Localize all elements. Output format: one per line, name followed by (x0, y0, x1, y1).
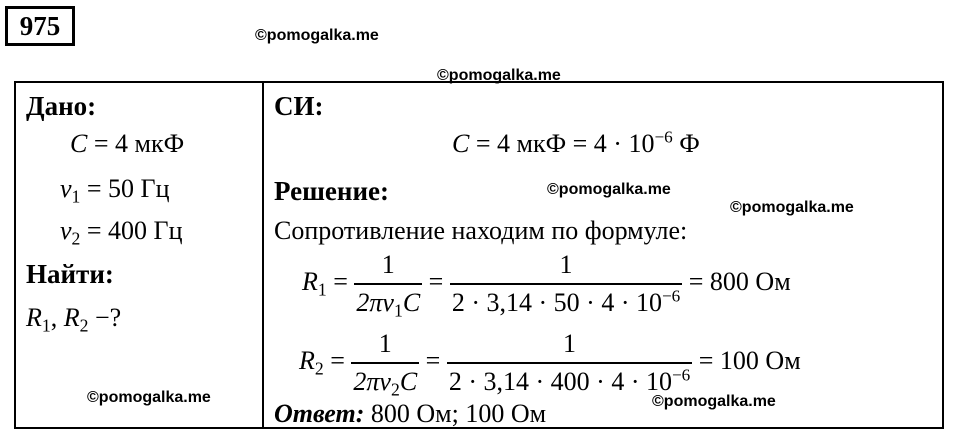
formula-r2 (299, 329, 801, 400)
si-heading: СИ: (274, 91, 324, 121)
equals: = (323, 345, 352, 375)
fraction-symbolic (351, 329, 419, 400)
exponent: −6 (654, 127, 673, 147)
numerator: 1 (381, 250, 395, 279)
value: = 400 Гц (80, 216, 183, 245)
formula-r1 (302, 250, 791, 321)
si-conversion (452, 129, 700, 159)
den-value: 2 · 3,14 · 50 · 4 · 10 (451, 288, 662, 317)
var-r: R (302, 266, 318, 296)
den-part: 2πν (353, 367, 391, 396)
subscript: 1 (317, 279, 327, 300)
given-frequency-2 (60, 216, 183, 249)
subscript: 1 (71, 186, 81, 207)
column-divider (262, 83, 264, 427)
var-c: C (70, 129, 88, 158)
si-unit: Ф (672, 129, 700, 158)
equals: = (419, 345, 447, 375)
denominator (354, 283, 422, 321)
var-r: R (63, 303, 80, 332)
denominator (450, 283, 682, 318)
watermark: ©pomogalka.me (437, 67, 561, 84)
var-nu: ν (60, 216, 72, 245)
den-part: 2πν (356, 288, 394, 317)
denominator (447, 362, 692, 397)
comma: , (50, 303, 64, 332)
subscript: 2 (79, 315, 89, 336)
find-heading: Найти: (26, 259, 114, 289)
watermark: ©pomogalka.me (730, 199, 854, 216)
den-part: C (399, 367, 418, 396)
var-nu: ν (60, 174, 72, 203)
denominator (351, 362, 419, 400)
den-part: C (402, 288, 421, 317)
den-value: 2 · 3,14 · 400 · 4 · 10 (448, 367, 672, 396)
value: = 50 Гц (80, 174, 170, 203)
result: = 100 Ом (692, 345, 801, 375)
find-unknowns (26, 303, 122, 336)
answer-text: 800 Ом; 100 Ом (364, 399, 547, 428)
answer-label: Ответ: (274, 399, 365, 428)
var-c: C (452, 129, 470, 158)
given-heading: Дано: (26, 91, 97, 121)
numerator: 1 (559, 250, 573, 279)
subscript: 2 (390, 379, 400, 400)
solution-text: Сопротивление находим по формуле: (274, 216, 688, 245)
solution-heading: Решение: (274, 176, 389, 206)
subscript: 1 (393, 300, 403, 321)
given-capacitance (70, 129, 184, 159)
value: = 4 мкФ (87, 129, 185, 158)
question: −? (88, 303, 122, 332)
result: = 800 Ом (682, 266, 791, 296)
watermark: ©pomogalka.me (87, 389, 211, 406)
fraction-symbolic (354, 250, 422, 321)
fraction-numeric (450, 250, 682, 318)
var-r: R (299, 345, 315, 375)
subscript: 2 (314, 358, 324, 379)
numerator: 1 (563, 329, 577, 358)
equals: = (326, 266, 355, 296)
answer (274, 399, 546, 429)
fraction-numeric (447, 329, 692, 397)
subscript: 2 (71, 228, 81, 249)
exponent: −6 (671, 365, 691, 385)
subscript: 1 (41, 315, 51, 336)
watermark: ©pomogalka.me (255, 27, 379, 44)
watermark: ©pomogalka.me (547, 181, 671, 198)
si-value: = 4 мкФ = 4 · 10 (469, 129, 655, 158)
var-r: R (26, 303, 42, 332)
problem-number: 975 (5, 6, 75, 46)
given-frequency-1 (60, 174, 170, 207)
equals: = (422, 266, 450, 296)
solution-table (14, 81, 944, 429)
numerator: 1 (378, 329, 392, 358)
exponent: −6 (661, 286, 681, 306)
watermark: ©pomogalka.me (652, 393, 776, 410)
